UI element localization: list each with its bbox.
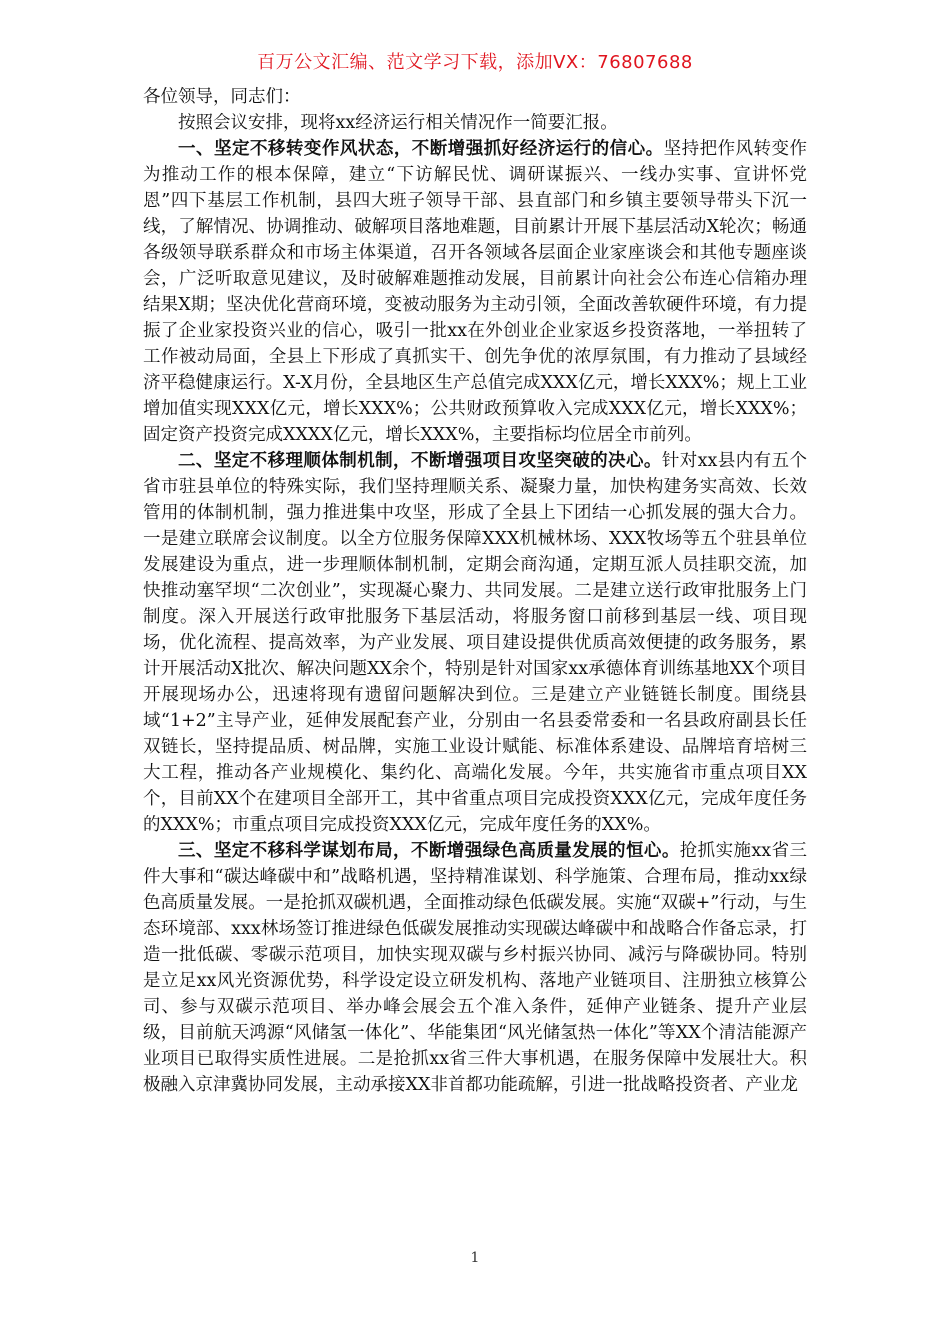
intro-paragraph: 按照会议安排，现将xx经济运行相关情况作一简要汇报。 <box>178 113 618 133</box>
section-3-paragraph <box>143 838 807 1098</box>
watermark-banner: 百万公文汇编、范文学习下载，添加VX：76807688 <box>257 52 693 73</box>
section-2-heading: 二、坚定不移理顺体制机制，不断增强项目攻坚突破的决心。 <box>178 451 662 471</box>
section-1-heading: 一、坚定不移转变作风状态，不断增强抓好经济运行的信心。 <box>178 139 664 159</box>
section-1-paragraph <box>143 136 807 448</box>
greeting: 各位领导，同志们： <box>143 87 301 107</box>
document-body <box>143 84 807 1098</box>
page-number: 1 <box>470 1250 480 1266</box>
section-2-body: 针对xx县内有五个省市驻县单位的特殊实际，我们坚持理顺关系、凝聚力量，加快构建务实高效、长效管用的体制机制，强力推进集中攻坚，形成了全县上下团结一心抓发展的强大合力。一是建立联席会议制度。以全方位服务保障XXX机械林场、XXX牧场等五个驻县单位发展建设为重点，进一步理顺体制机制，定期会商沟通，定期互派人员挂职交流，加快推动塞罕坝“二次创业”，实现凝心聚力、共同发展。二是建立送行政审批服务上门制度。深入开展送行政审批服务下基层活动，将服务窗口前移到基层一线、项目现场，优化流程、提高效率，为产业发展、项目建设提供优质高效便捷的政务服务，累计开展活动X批次、解决问题XX余个，特别是针对国家xx承德体育训练基地XX个项目开展现场办公，迅速将现有遗留问题解决到位。三是建立产业链链长制度。围绕县域“1+2”主导产业，延伸发展配套产业，分别由一名县委常委和一名县政府副县长任双链长，坚持提品质、树品牌，实施工业设计赋能、标准体系建设、品牌培育培树三大工程，推动各产业规模化、集约化、高端化发展。今年，共实施省市重点项目XX个，目前XX个在建项目全部开工，其中省重点项目完成投资XXX亿元，完成年度任务的XXX%；市重点项目完成投资XXX亿元，完成年度任务的XX%。 <box>143 451 808 835</box>
section-2-paragraph <box>143 448 807 838</box>
section-1-body: 坚持把作风转变作为推动工作的根本保障，建立“下访解民忧、调研谋振兴、一线办实事、宣讲怀党恩”四下基层工作机制，县四大班子领导干部、县直部门和乡镇主要领导带头下沉一线，了解情况、协调推动、破解项目落地难题，目前累计开展下基层活动X轮次；畅通各级领导联系群众和市场主体渠道，召开各领域各层面企业家座谈会和其他专题座谈会，广泛听取意见建议，及时破解难题推动发展，目前累计向社会公布连心信箱办理结果X期；坚决优化营商环境，变被动服务为主动引领，全面改善软硬件环境，有力提振了企业家投资兴业的信心，吸引一批xx在外创业企业家返乡投资落地，一举扭转了工作被动局面，全县上下形成了真抓实干、创先争优的浓厚氛围，有力推动了县域经济平稳健康运行。X-X月份，全县地区生产总值完成XXX亿元，增长XXX%；规上工业增加值实现XXX亿元，增长XXX%；公共财政预算收入完成XXX亿元，增长XXX%；固定资产投资完成XXXX亿元，增长XXX%，主要指标均位居全市前列。 <box>143 139 808 445</box>
section-3-body: 抢抓实施xx省三件大事和“碳达峰碳中和”战略机遇，坚持精准谋划、科学施策、合理布局，推动xx绿色高质量发展。一是抢抓双碳机遇，全面推动绿色低碳发展。实施“双碳+”行动，与生态环境部、xxx林场签订推进绿色低碳发展推动实现碳达峰碳中和战略合作备忘录，打造一批低碳、零碳示范项目，加快实现双碳与乡村振兴协同、减污与降碳协同。特别是立足xx风光资源优势，科学设定设立研发机构、落地产业链项目、注册独立核算公司、参与双碳示范项目、举办峰会展会五个准入条件，延伸产业链条、提升产业层级，目前航天鸿源“风储氢一体化”、华能集团“风光储氢热一体化”等XX个清洁能源产业项目已取得实质性进展。二是抢抓xx省三件大事机遇，在服务保障中发展壮大。积极融入京津冀协同发展，主动承接XX非首都功能疏解，引进一批战略投资者、产业龙 <box>143 841 807 1095</box>
section-3-heading: 三、坚定不移科学谋划布局，不断增强绿色高质量发展的恒心。 <box>178 841 680 861</box>
